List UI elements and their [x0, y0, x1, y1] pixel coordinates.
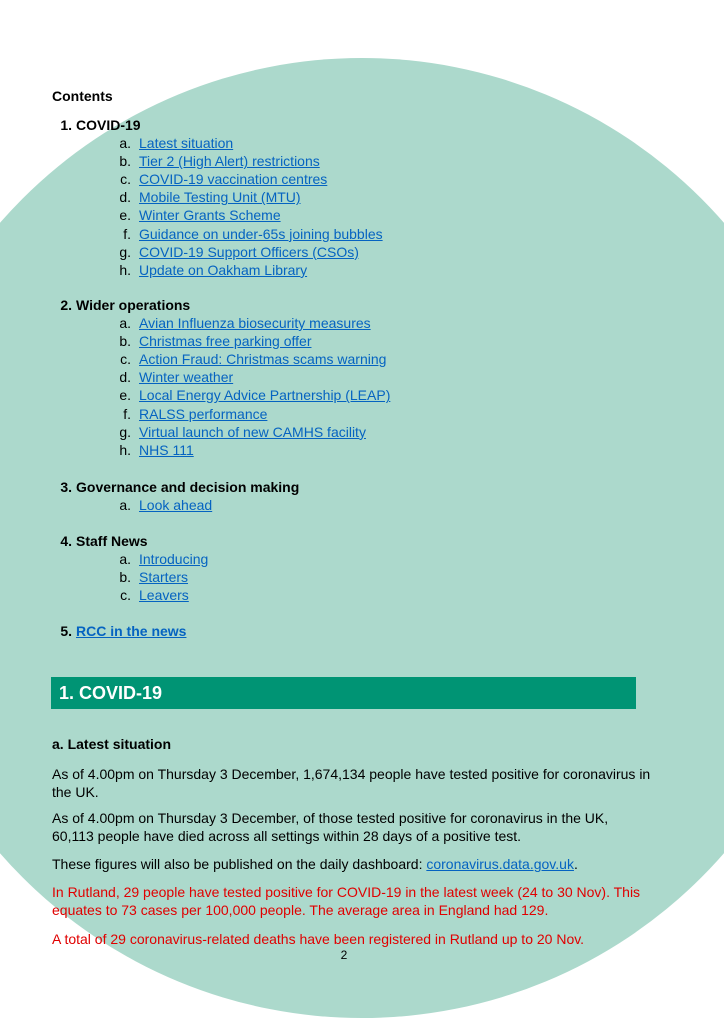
toc-section-title: Governance and decision making [76, 479, 300, 495]
toc-item-link[interactable]: RALSS performance [139, 405, 268, 422]
toc-item [113, 386, 390, 404]
toc-item [113, 423, 366, 441]
toc-item-link[interactable]: Avian Influenza biosecurity measures [139, 315, 371, 331]
toc-item [113, 314, 371, 332]
toc-item-link[interactable]: Tier 2 (High Alert) restrictions [139, 153, 320, 170]
toc-section-number: 1. [60, 117, 72, 133]
toc-item-letter: a. [119, 315, 131, 331]
toc-item [113, 170, 327, 188]
toc-item-link[interactable]: Introducing [139, 551, 209, 567]
toc-item-link[interactable]: Guidance on under-65s joining bubbles [139, 225, 383, 242]
toc-section-number: 2. [60, 297, 72, 313]
toc-item-letter: d. [119, 189, 131, 206]
toc-item-link[interactable]: NHS 111 [139, 441, 194, 458]
toc-section-title: COVID-19 [76, 117, 141, 133]
toc-item-link[interactable]: COVID-19 Support Officers (CSOs) [139, 243, 359, 260]
toc-item-link[interactable]: Leavers [139, 587, 189, 604]
toc-item [113, 261, 307, 279]
toc-item [113, 206, 281, 224]
toc-item-letter: b. [119, 153, 131, 170]
paragraph-rutland-deaths: A total of 29 coronavirus-related deaths have been registered in Rutland up to 20 Nov. [52, 931, 585, 947]
contents-title: Contents [52, 88, 113, 104]
toc-item-letter: g. [119, 423, 131, 440]
toc-item-letter: c. [120, 351, 131, 368]
paragraph-deaths: As of 4.00pm on Thursday 3 December, of those tested positive for coronavirus in the UK, 60,113 people have died across all settings within 28 days of a positive test. [52, 810, 609, 844]
section-banner: 1. COVID-19 [51, 677, 636, 709]
toc-section-title: Staff News [76, 533, 148, 549]
toc-item-letter: e. [119, 207, 131, 224]
toc-item [113, 243, 359, 261]
toc-item [113, 332, 311, 350]
paragraph-tested-positive: As of 4.00pm on Thursday 3 December, 1,674,134 people have tested positive for coronavirus in the UK. [52, 766, 651, 800]
toc-item-letter: b. [119, 333, 131, 350]
paragraph-rutland-cases: In Rutland, 29 people have tested positive for COVID-19 in the latest week (24 to 30 Nov). This equates to 73 cases per 100,000 people. The average area in England had 129. [52, 884, 641, 918]
toc-item [113, 152, 320, 170]
toc-item [113, 134, 233, 152]
toc-section-title[interactable]: RCC in the news [76, 623, 187, 639]
toc-item-letter: h. [119, 261, 131, 278]
toc-item-letter: g. [119, 243, 131, 260]
toc-section-number: 4. [60, 533, 72, 549]
dashboard-suffix: . [573, 856, 578, 872]
toc-item-link[interactable]: Update on Oakham Library [139, 261, 308, 278]
toc-item-letter: d. [119, 369, 131, 386]
toc-item-letter: f. [123, 225, 131, 242]
page-number: 2 [340, 948, 348, 962]
toc-item-letter: f. [123, 405, 131, 422]
toc-item [113, 188, 301, 206]
dashboard-prefix: These figures will also be published on the daily dashboard: [52, 856, 427, 872]
toc-item [113, 496, 212, 514]
toc-item [113, 368, 233, 386]
toc-item-letter: c. [120, 171, 131, 188]
toc-item-link[interactable]: Christmas free parking offer [139, 333, 312, 350]
toc-item-letter: a. [119, 551, 131, 567]
toc-item [113, 405, 267, 423]
toc-item-link[interactable]: Look ahead [139, 497, 213, 513]
toc-item [113, 550, 208, 568]
toc-item [113, 225, 383, 243]
paragraph-dashboard [52, 855, 652, 873]
toc-item-link[interactable]: Starters [139, 569, 189, 586]
toc-section-number: 3. [60, 479, 72, 495]
toc-item-link[interactable]: Mobile Testing Unit (MTU) [139, 189, 301, 206]
toc-item-link[interactable]: Virtual launch of new CAMHS facility [139, 423, 366, 440]
toc-item-letter: a. [119, 135, 131, 151]
toc-item-link[interactable]: Action Fraud: Christmas scams warning [139, 351, 387, 368]
subheading-latest-situation: a. Latest situation [52, 736, 172, 752]
toc-item-letter: a. [119, 497, 131, 513]
toc-item [113, 568, 188, 586]
toc-item [113, 586, 189, 604]
toc-item-letter: b. [119, 569, 131, 586]
toc-item-link[interactable]: COVID-19 vaccination centres [139, 171, 328, 188]
dashboard-link[interactable]: coronavirus.data.gov.uk [426, 856, 574, 872]
toc-item-link[interactable]: Latest situation [139, 135, 234, 151]
toc-item-letter: c. [120, 587, 131, 604]
toc-item [113, 441, 194, 459]
toc-item-letter: h. [119, 441, 131, 458]
toc-section-number: 5. [60, 623, 72, 639]
toc-item-letter: e. [119, 387, 131, 404]
toc-section-title: Wider operations [76, 297, 191, 313]
toc-item [113, 350, 386, 368]
toc-item-link[interactable]: Local Energy Advice Partnership (LEAP) [139, 387, 391, 404]
toc-item-link[interactable]: Winter Grants Scheme [139, 207, 281, 224]
toc-item-link[interactable]: Winter weather [139, 369, 234, 386]
